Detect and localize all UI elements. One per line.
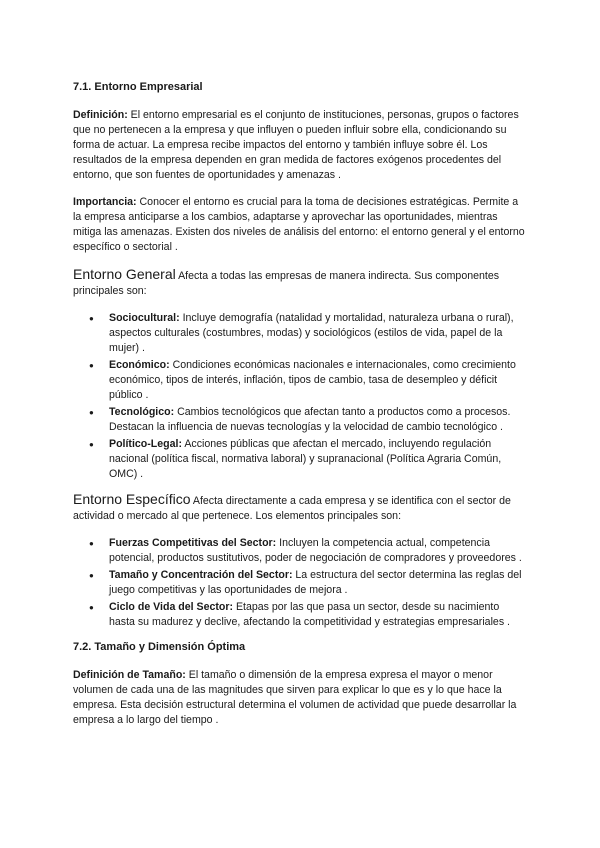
list-item-label: Económico: bbox=[109, 359, 170, 371]
list-item-label: Sociocultural: bbox=[109, 312, 180, 324]
list-item-text: La estructura del sector determina las reglas del juego competitivas y las oportunidades de mejora . bbox=[109, 569, 522, 596]
importance-label: Importancia: bbox=[73, 196, 137, 208]
general-components-list bbox=[73, 311, 525, 482]
list-item-text: Cambios tecnológicos que afectan tanto a productos como a procesos. Destacan la influencia de nuevas tecnologías y la velocidad de cambio tecnológico . bbox=[109, 406, 511, 433]
general-intro-paragraph bbox=[73, 267, 525, 299]
importance-text: Conocer el entorno es crucial para la toma de decisiones estratégicas. Permite a la empresa anticiparse a los cambios, adaptarse y aprovechar las oportunidades, mientras mitiga las amenazas. Existen dos niveles de análisis del entorno: el entorno general y el entorno específico o sectorial . bbox=[73, 196, 525, 253]
list-item bbox=[109, 437, 525, 482]
general-text: Afecta a todas las empresas de manera indirecta. Sus componentes principales son: bbox=[73, 270, 500, 297]
definition-text: El entorno empresarial es el conjunto de instituciones, personas, grupos o factores que no pertenecen a la empresa y que influyen o pueden influir sobre ella, condicionando su forma de actuar. La empresa recibe impactos del entorno y también influye sobre él. Los resultados de la empresa dependen en gran medida de factores exógenos procedentes del entorno, que son fuentes de oportunidades y amenazas . bbox=[73, 109, 519, 181]
general-label: Entorno General bbox=[73, 266, 176, 282]
specific-elements-list bbox=[73, 536, 525, 630]
section-title: 7.2. Tamaño y Dimensión Óptima bbox=[73, 641, 246, 653]
size-definition-paragraph bbox=[73, 668, 525, 728]
list-item-label: Tamaño y Concentración del Sector: bbox=[109, 569, 293, 581]
size-definition-label: Definición de Tamaño: bbox=[73, 669, 186, 681]
importance-paragraph bbox=[73, 195, 525, 255]
list-item-text: Incluye demografía (natalidad y mortalidad, naturaleza urbana o rural), aspectos culturales (costumbres, modas) y sociológicos (estilos de vida, papel de la mujer) . bbox=[109, 312, 514, 354]
specific-label: Entorno Específico bbox=[73, 491, 191, 507]
list-item-text: Incluyen la competencia actual, competencia potencial, productos sustitutivos, poder de negociación de compradores y proveedores . bbox=[109, 537, 522, 564]
list-item-text: Acciones públicas que afectan el mercado, incluyendo regulación nacional (política fiscal, normativa laboral) y supranacional (Política Agraria Común, OMC) . bbox=[109, 438, 502, 480]
list-item-label: Ciclo de Vida del Sector: bbox=[109, 601, 234, 613]
list-item bbox=[109, 600, 525, 630]
size-definition-text: El tamaño o dimensión de la empresa expresa el mayor o menor volumen de cada una de las magnitudes que sirven para explicar lo que es y lo que hace la empresa. Esta decisión estructural determina el volumen de actividad que puede desarrollar la empresa a lo largo del tiempo . bbox=[73, 669, 517, 726]
list-item bbox=[109, 536, 525, 566]
specific-text: Afecta directamente a cada empresa y se identifica con el sector de actividad o mercado al que pertenece. Los elementos principales son: bbox=[73, 495, 511, 522]
list-item-text: Etapas por las que pasa un sector, desde su nacimiento hasta su madurez y declive, afectando la competitividad y estrategias empresariales . bbox=[109, 601, 511, 628]
list-item bbox=[109, 358, 525, 403]
definition-label: Definición: bbox=[73, 109, 128, 121]
list-item-label: Tecnológico: bbox=[109, 406, 175, 418]
list-item-label: Político-Legal: bbox=[109, 438, 182, 450]
list-item-text: Condiciones económicas nacionales e internacionales, como crecimiento económico, tipos de interés, inflación, tipos de cambio, tasa de desempleo y déficit público . bbox=[109, 359, 516, 401]
list-item bbox=[109, 311, 525, 356]
list-item bbox=[109, 568, 525, 598]
list-item bbox=[109, 405, 525, 435]
specific-intro-paragraph bbox=[73, 492, 525, 524]
list-item-label: Fuerzas Competitivas del Sector: bbox=[109, 537, 277, 549]
section-title: 7.1. Entorno Empresarial bbox=[73, 81, 203, 93]
definition-paragraph bbox=[73, 108, 525, 183]
